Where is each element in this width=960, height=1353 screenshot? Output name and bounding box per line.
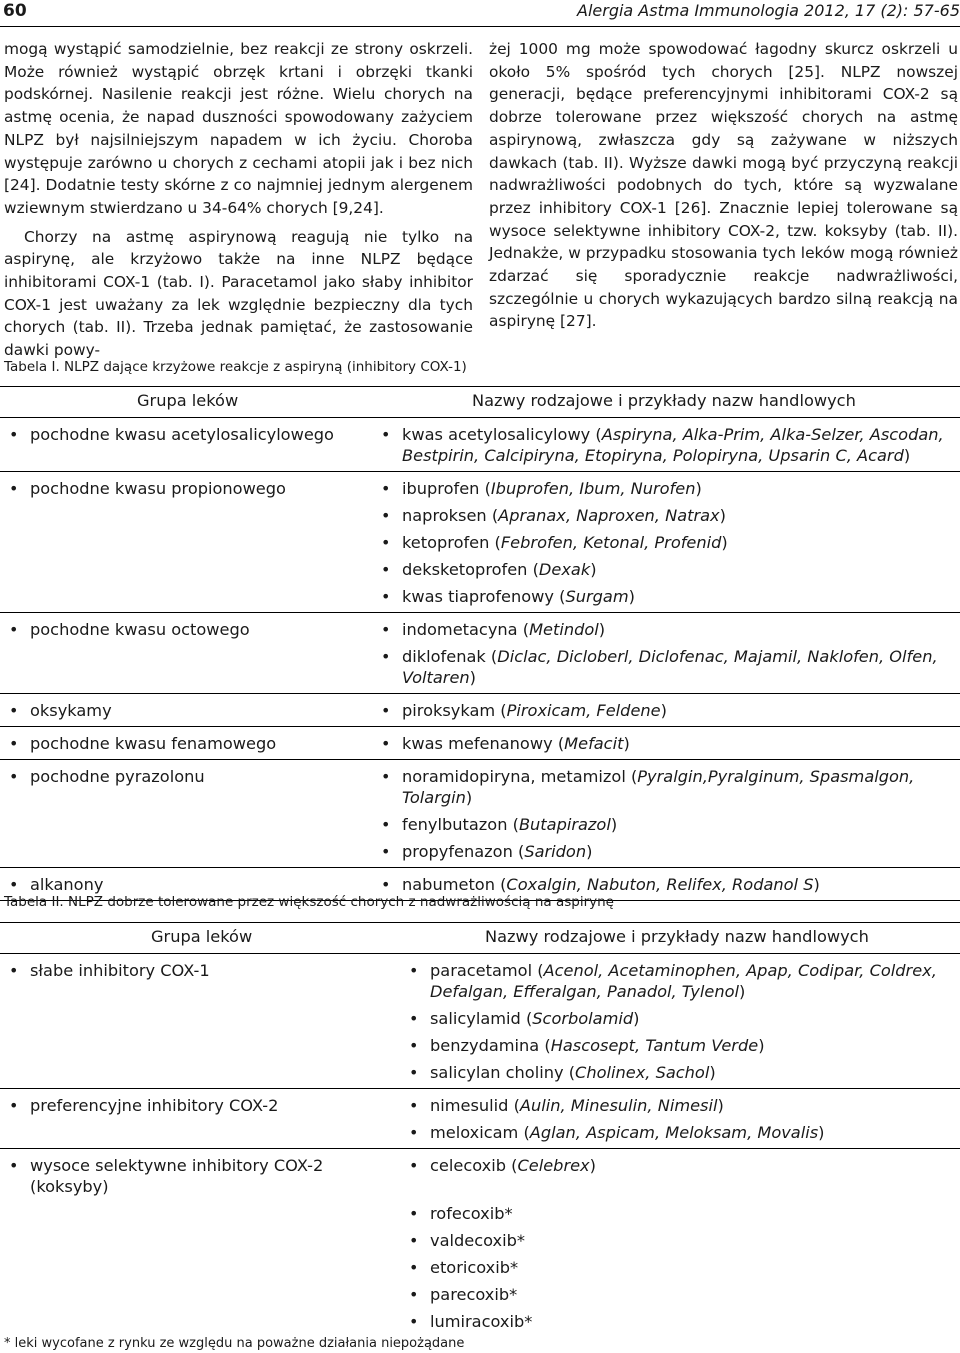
left-text-column — [4, 38, 473, 362]
bullet-icon: • — [9, 425, 19, 444]
drug-generic-name: diklofenak — [402, 647, 486, 666]
group-name: alkanony — [30, 875, 104, 894]
drug-brand-names: Dexak — [538, 560, 591, 579]
bullet-icon: • — [9, 701, 19, 720]
paragraph: mogą wystąpić samodzielnie, bez reakcji ze strony oskrzeli. Może również wystąpić obrzęk krtani i obrzęki tkanki podskórnej. Nasilenie reakcji jest różne. Wielu chorych na astmę ocenia, że napad duszności spowodowany zażyciem NLPZ był najsilniejszym napadem w ich życiu. Choroba występuje zarówno u chorych z cechami atopii jak i bez nich [24]. Dodatnie testy skórne z co najmniej jednym alergenem wziewnym stwierdzano u 34-64% chorych [9,24]. — [4, 40, 473, 217]
drug-list — [381, 874, 960, 895]
group-cell — [9, 478, 359, 499]
group-name: pochodne kwasu fenamowego — [30, 734, 277, 753]
drug-generic-name: etoricoxib* — [430, 1258, 519, 1277]
drug-list — [381, 424, 960, 466]
group-name: pochodne kwasu octowego — [30, 620, 250, 639]
drug-generic-name: nabumeton — [402, 875, 495, 894]
bullet-icon: • — [409, 1096, 419, 1115]
bullet-icon: • — [409, 1312, 419, 1331]
page-header — [0, 0, 960, 27]
drug-list — [381, 733, 960, 754]
drug-generic-name: deksketoprofen — [402, 560, 528, 579]
table2-col-group: Grupa leków — [151, 927, 253, 946]
group-name: preferencyjne inhibitory COX-2 — [30, 1096, 279, 1115]
drug-generic-name: benzydamina — [430, 1036, 540, 1055]
bullet-icon: • — [381, 647, 391, 666]
bullet-icon: • — [381, 875, 391, 894]
bullet-icon: • — [409, 1123, 419, 1142]
table2 — [0, 922, 960, 1337]
table2-caption: Tabela II. NLPZ dobrze tolerowane przez większość chorych z nadwrażliwością na aspirynę — [4, 894, 614, 910]
drug-item: • fenylbutazon (Butapirazol) — [381, 815, 618, 834]
drug-item — [409, 1284, 960, 1305]
drug-brand-names: Pyralgin,Pyralginum, Spasmalgon, Tolargin — [402, 767, 915, 807]
drug-list — [381, 766, 960, 862]
drug-generic-name: parecoxib* — [430, 1285, 518, 1304]
drug-generic-name: kwas mefenanowy — [402, 734, 553, 753]
paragraph: Chorzy na astmę aspirynową reagują nie tylko na aspirynę, ale krzyżowo także na inne NLPZ będące inhibitorami COX-1 (tab. I). Paracetamol jako słaby inhibitor COX-1 jest uważany za lek względnie bezpieczny dla tych chorych (tab. II). Trzeba jednak pamiętać, że zastosowanie dawki powy- — [4, 227, 473, 360]
drug-list — [381, 478, 960, 607]
bullet-icon: • — [381, 620, 391, 639]
table-row — [0, 727, 960, 760]
drug-item — [409, 1203, 960, 1224]
drug-generic-name: indometacyna — [402, 620, 518, 639]
bullet-icon: • — [9, 767, 19, 786]
bullet-icon: • — [409, 961, 419, 980]
bullet-icon: • — [409, 1063, 419, 1082]
drug-item: • diklofenak (Diclac, Dicloberl, Diclofenac, Majamil, Naklofen, Olfen, Voltaren) — [381, 647, 938, 687]
drug-item: • salicylan choliny (Cholinex, Sachol) — [409, 1063, 716, 1082]
bullet-icon: • — [409, 1285, 419, 1304]
drug-item: • propyfenazon (Saridon) — [381, 842, 593, 861]
group-cell — [9, 874, 359, 895]
bullet-icon: • — [381, 506, 391, 525]
bullet-icon: • — [9, 1096, 19, 1115]
drug-generic-name: noramidopiryna, metamizol — [402, 767, 626, 786]
group-cell — [9, 700, 359, 721]
group-name: oksykamy — [30, 701, 112, 720]
drug-item: • nabumeton (Coxalgin, Nabuton, Relifex, Rodanol S) — [381, 875, 820, 894]
drug-generic-name: kwas tiaprofenowy — [402, 587, 554, 606]
bullet-icon: • — [381, 533, 391, 552]
table-row — [0, 613, 960, 694]
group-cell — [9, 766, 359, 787]
table-row — [0, 954, 960, 1089]
page-number: 60 — [3, 1, 27, 21]
drug-generic-name: celecoxib — [430, 1156, 506, 1175]
drug-brand-names: Apranax, Naproxen, Natrax — [498, 506, 720, 525]
drug-item: • ibuprofen (Ibuprofen, Ibum, Nurofen) — [381, 479, 702, 498]
drug-brand-names: Saridon — [524, 842, 587, 861]
bullet-icon: • — [409, 1156, 419, 1175]
drug-brand-names: Celebrex — [517, 1156, 590, 1175]
drug-item — [409, 1257, 960, 1278]
drug-generic-name: rofecoxib* — [430, 1204, 513, 1223]
bullet-icon: • — [381, 560, 391, 579]
drug-brand-names: Aspiryna, Alka-Prim, Alka-Selzer, Ascodan, Bestpirin, Calcipiryna, Etopiryna, Polopiryna, Upsarin C, Acard — [402, 425, 944, 465]
drug-item: • indometacyna (Metindol) — [381, 620, 606, 639]
drug-brand-names: Cholinex, Sachol — [575, 1063, 710, 1082]
table1-header — [0, 386, 960, 418]
drug-brand-names: Metindol — [529, 620, 599, 639]
drug-item: • benzydamina (Hascosept, Tantum Verde) — [409, 1036, 765, 1055]
bullet-icon: • — [381, 767, 391, 786]
drug-generic-name: meloxicam — [430, 1123, 519, 1142]
drug-item: • nimesulid (Aulin, Minesulin, Nimesil) — [409, 1096, 724, 1115]
bullet-icon: • — [381, 734, 391, 753]
drug-item: • ketoprofen (Febrofen, Ketonal, Profenid) — [381, 533, 728, 552]
table1-col-group: Grupa leków — [137, 391, 239, 410]
drug-item — [409, 1230, 960, 1251]
bullet-icon: • — [409, 1258, 419, 1277]
footnote: * leki wycofane z rynku ze względu na poważne działania niepożądane — [4, 1336, 465, 1351]
drug-list — [409, 960, 960, 1083]
drug-generic-name: salicylamid — [430, 1009, 521, 1028]
drug-generic-name: ibuprofen — [402, 479, 480, 498]
table2-header — [0, 922, 960, 954]
drug-item: • piroksykam (Piroxicam, Feldene) — [381, 701, 667, 720]
drug-item: • deksketoprofen (Dexak) — [381, 560, 597, 579]
drug-generic-name: fenylbutazon — [402, 815, 508, 834]
drug-item: • kwas acetylosalicylowy (Aspiryna, Alka-Prim, Alka-Selzer, Ascodan, Bestpirin, Calcipiryna, Etopiryna, Polopiryna, Upsarin C, Acard) — [381, 425, 944, 465]
table-row — [0, 418, 960, 472]
bullet-icon: • — [9, 961, 19, 980]
table-row — [0, 1089, 960, 1149]
drug-generic-name: piroksykam — [402, 701, 496, 720]
drug-item: • kwas mefenanowy (Mefacit) — [381, 734, 630, 753]
drug-brand-names: Febrofen, Ketonal, Profenid — [500, 533, 722, 552]
group-name: pochodne kwasu propionowego — [30, 479, 286, 498]
group-cell — [9, 960, 359, 981]
drug-brand-names: Ibuprofen, Ibum, Nurofen — [490, 479, 696, 498]
drug-generic-name: valdecoxib* — [430, 1231, 525, 1250]
bullet-icon: • — [381, 701, 391, 720]
drug-generic-name: ketoprofen — [402, 533, 490, 552]
bullet-icon: • — [381, 815, 391, 834]
group-name: pochodne pyrazolonu — [30, 767, 205, 786]
group-name: słabe inhibitory COX-1 — [30, 961, 210, 980]
drug-brand-names: Diclac, Dicloberl, Diclofenac, Majamil, Naklofen, Olfen, Voltaren — [402, 647, 938, 687]
group-name: wysoce selektywne inhibitory COX-2 (koksyby) — [30, 1156, 324, 1196]
drug-brand-names: Aglan, Aspicam, Meloksam, Movalis — [529, 1123, 819, 1142]
table2-rows — [0, 954, 960, 1337]
drug-generic-name: paracetamol — [430, 961, 533, 980]
group-name: pochodne kwasu acetylosalicylowego — [30, 425, 334, 444]
drug-brand-names: Butapirazol — [518, 815, 611, 834]
bullet-icon: • — [381, 479, 391, 498]
drug-generic-name: naproksen — [402, 506, 487, 525]
table1-col-names: Nazwy rodzajowe i przykłady nazw handlowych — [472, 391, 856, 410]
drug-generic-name: salicylan choliny — [430, 1063, 564, 1082]
table-row — [0, 472, 960, 613]
table2-col-names: Nazwy rodzajowe i przykłady nazw handlowych — [485, 927, 869, 946]
drug-generic-name: kwas acetylosalicylowy — [402, 425, 591, 444]
bullet-icon: • — [9, 620, 19, 639]
drug-list — [409, 1155, 960, 1332]
bullet-icon: • — [9, 734, 19, 753]
bullet-icon: • — [409, 1009, 419, 1028]
drug-item: • kwas tiaprofenowy (Surgam) — [381, 587, 635, 606]
drug-brand-names: Mefacit — [564, 734, 624, 753]
drug-item: • noramidopiryna, metamizol (Pyralgin,Pyralginum, Spasmalgon, Tolargin) — [381, 767, 915, 807]
journal-citation: Alergia Astma Immunologia 2012, 17 (2): 57-65 — [577, 1, 960, 20]
group-cell — [9, 619, 359, 640]
drug-item: • naproksen (Apranax, Naproxen, Natrax) — [381, 506, 726, 525]
bullet-icon: • — [381, 842, 391, 861]
drug-brand-names: Aulin, Minesulin, Nimesil — [519, 1096, 718, 1115]
group-cell — [9, 1155, 359, 1197]
drug-item: • salicylamid (Scorbolamid) — [409, 1009, 640, 1028]
drug-brand-names: Piroxicam, Feldene — [506, 701, 661, 720]
paragraph: żej 1000 mg może spowodować łagodny skurcz oskrzeli u około 5% spośród tych chorych [25]. NLPZ nowszej generacji, będące preferencyjnymi inhibitorami COX-2 są dobrze tolerowane przez większość chorych na astmę aspirynową, zwłaszcza gdy są zażywane w niższych dawkach (tab. II). Wyższe dawki mogą być przyczyną reakcji nadwrażliwości podobnych do tych, które są wyzwalane przez inhibitory COX-1 [26]. Znacznie lepiej tolerowane są wysoce selektywne inhibitory COX-2, tzw. koksyby (tab. II). Jednakże, w przypadku stosowania tych leków mogą również zdarzać się sporadycznie reakcje nadwrażliwości, szczególnie u chorych wykazujących bardzo silną reakcją na aspirynę [27]. — [489, 40, 958, 331]
table1 — [0, 386, 960, 901]
drug-list — [409, 1095, 960, 1143]
bullet-icon: • — [9, 479, 19, 498]
bullet-icon: • — [409, 1036, 419, 1055]
right-text-column — [489, 38, 958, 333]
bullet-icon: • — [9, 875, 19, 894]
table-row — [0, 694, 960, 727]
drug-generic-name: propyfenazon — [402, 842, 513, 861]
bullet-icon: • — [381, 425, 391, 444]
bullet-icon: • — [9, 1156, 19, 1175]
drug-brand-names: Acenol, Acetaminophen, Apap, Codipar, Coldrex, Defalgan, Efferalgan, Panadol, Tylenol — [430, 961, 937, 1001]
drug-brand-names: Surgam — [565, 587, 629, 606]
drug-item: • meloxicam (Aglan, Aspicam, Meloksam, Movalis) — [409, 1123, 825, 1142]
group-cell — [9, 733, 359, 754]
drug-item: • paracetamol (Acenol, Acetaminophen, Apap, Codipar, Coldrex, Defalgan, Efferalgan, Panadol, Tylenol) — [409, 961, 937, 1001]
table1-caption: Tabela I. NLPZ dające krzyżowe reakcje z aspiryną (inhibitory COX-1) — [4, 359, 467, 375]
group-cell — [9, 1095, 359, 1116]
table-row — [0, 760, 960, 868]
drug-brand-names: Scorbolamid — [532, 1009, 634, 1028]
drug-item — [409, 1311, 960, 1332]
drug-brand-names: Coxalgin, Nabuton, Relifex, Rodanol S — [506, 875, 814, 894]
drug-generic-name: lumiracoxib* — [430, 1312, 533, 1331]
drug-brand-names: Hascosept, Tantum Verde — [550, 1036, 759, 1055]
drug-generic-name: nimesulid — [430, 1096, 509, 1115]
bullet-icon: • — [381, 587, 391, 606]
table-row — [0, 1149, 960, 1337]
drug-list — [381, 700, 960, 721]
table1-rows — [0, 418, 960, 901]
bullet-icon: • — [409, 1231, 419, 1250]
bullet-icon: • — [409, 1204, 419, 1223]
group-cell — [9, 424, 359, 445]
drug-item: • celecoxib (Celebrex) — [409, 1156, 596, 1175]
drug-list — [381, 619, 960, 688]
